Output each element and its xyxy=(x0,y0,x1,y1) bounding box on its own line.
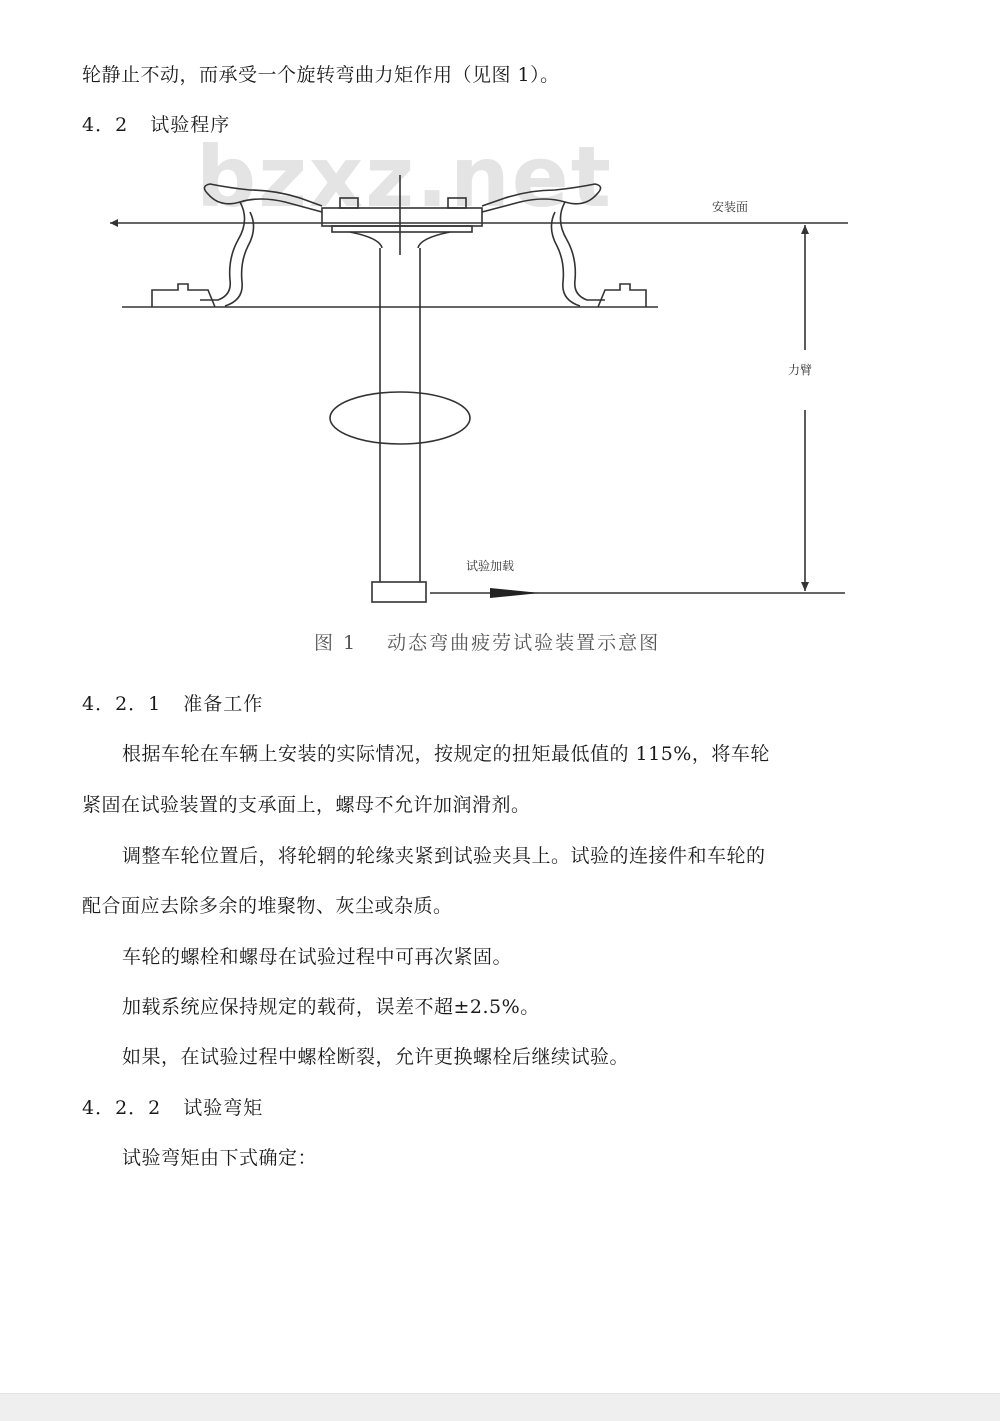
paragraph-line: 试验弯矩由下式确定： xyxy=(122,1147,318,1169)
section-heading-4-2-2 xyxy=(82,1093,263,1120)
section-number: 4．2．1 xyxy=(82,693,162,715)
watermark: bzxz.net xyxy=(196,128,613,226)
paragraph-line: 配合面应去除多余的堆聚物、灰尘或杂质。 xyxy=(82,895,453,917)
paragraph-line: 加载系统应保持规定的载荷，误差不超±2.5%。 xyxy=(122,996,540,1018)
label-force-arm: 力臂 xyxy=(788,363,813,377)
figure-number: 图 1 xyxy=(314,632,358,654)
section-number: 4．2．2 xyxy=(82,1097,162,1119)
test-shaft xyxy=(380,248,420,582)
hub-plate-base xyxy=(332,226,472,232)
label-test-load: 试验加载 xyxy=(466,559,515,573)
label-mounting-surface: 安装面 xyxy=(712,200,749,214)
rim-left xyxy=(204,184,322,212)
rim-right-wall xyxy=(551,202,605,306)
paragraph-line: 根据车轮在车辆上安装的实际情况，按规定的扭矩最低值的 115%，将车轮 xyxy=(122,743,770,765)
rotation-indicator xyxy=(330,392,470,444)
load-arrow xyxy=(490,588,540,598)
test-device-diagram xyxy=(100,150,860,620)
paragraph-line: 紧固在试验装置的支承面上，螺母不允许加润滑剂。 xyxy=(82,794,531,816)
paragraph-line: 车轮的螺栓和螺母在试验过程中可再次紧固。 xyxy=(122,946,513,968)
paragraph-line: 轮静止不动，而承受一个旋转弯曲力矩作用（见图 1）。 xyxy=(82,64,560,86)
rim-right xyxy=(482,184,601,212)
left-clamp xyxy=(152,284,215,307)
section-heading-4-2-1 xyxy=(82,689,263,716)
paragraph-line: 如果，在试验过程中螺栓断裂，允许更换螺栓后继续试验。 xyxy=(122,1046,630,1068)
arm-arrow-bottom xyxy=(801,582,809,591)
figure-title: 动态弯曲疲劳试验装置示意图 xyxy=(387,632,661,654)
paragraph-line: 调整车轮位置后，将轮辋的轮缘夹紧到试验夹具上。试验的连接件和车轮的 xyxy=(122,845,766,867)
arm-arrow-top xyxy=(801,225,809,234)
hub-bolt xyxy=(448,198,466,208)
section-number: 4．2 xyxy=(82,114,129,136)
viewer-bottom-bar xyxy=(0,1393,1000,1421)
section-title: 试验程序 xyxy=(150,114,231,136)
mount-arrow-left xyxy=(110,219,118,227)
load-block xyxy=(372,582,426,602)
section-title: 试验弯矩 xyxy=(183,1097,264,1119)
hub-bolt xyxy=(340,198,358,208)
section-heading-4-2 xyxy=(82,110,230,137)
section-title: 准备工作 xyxy=(183,693,264,715)
right-clamp xyxy=(598,284,646,307)
figure-caption xyxy=(314,628,660,655)
